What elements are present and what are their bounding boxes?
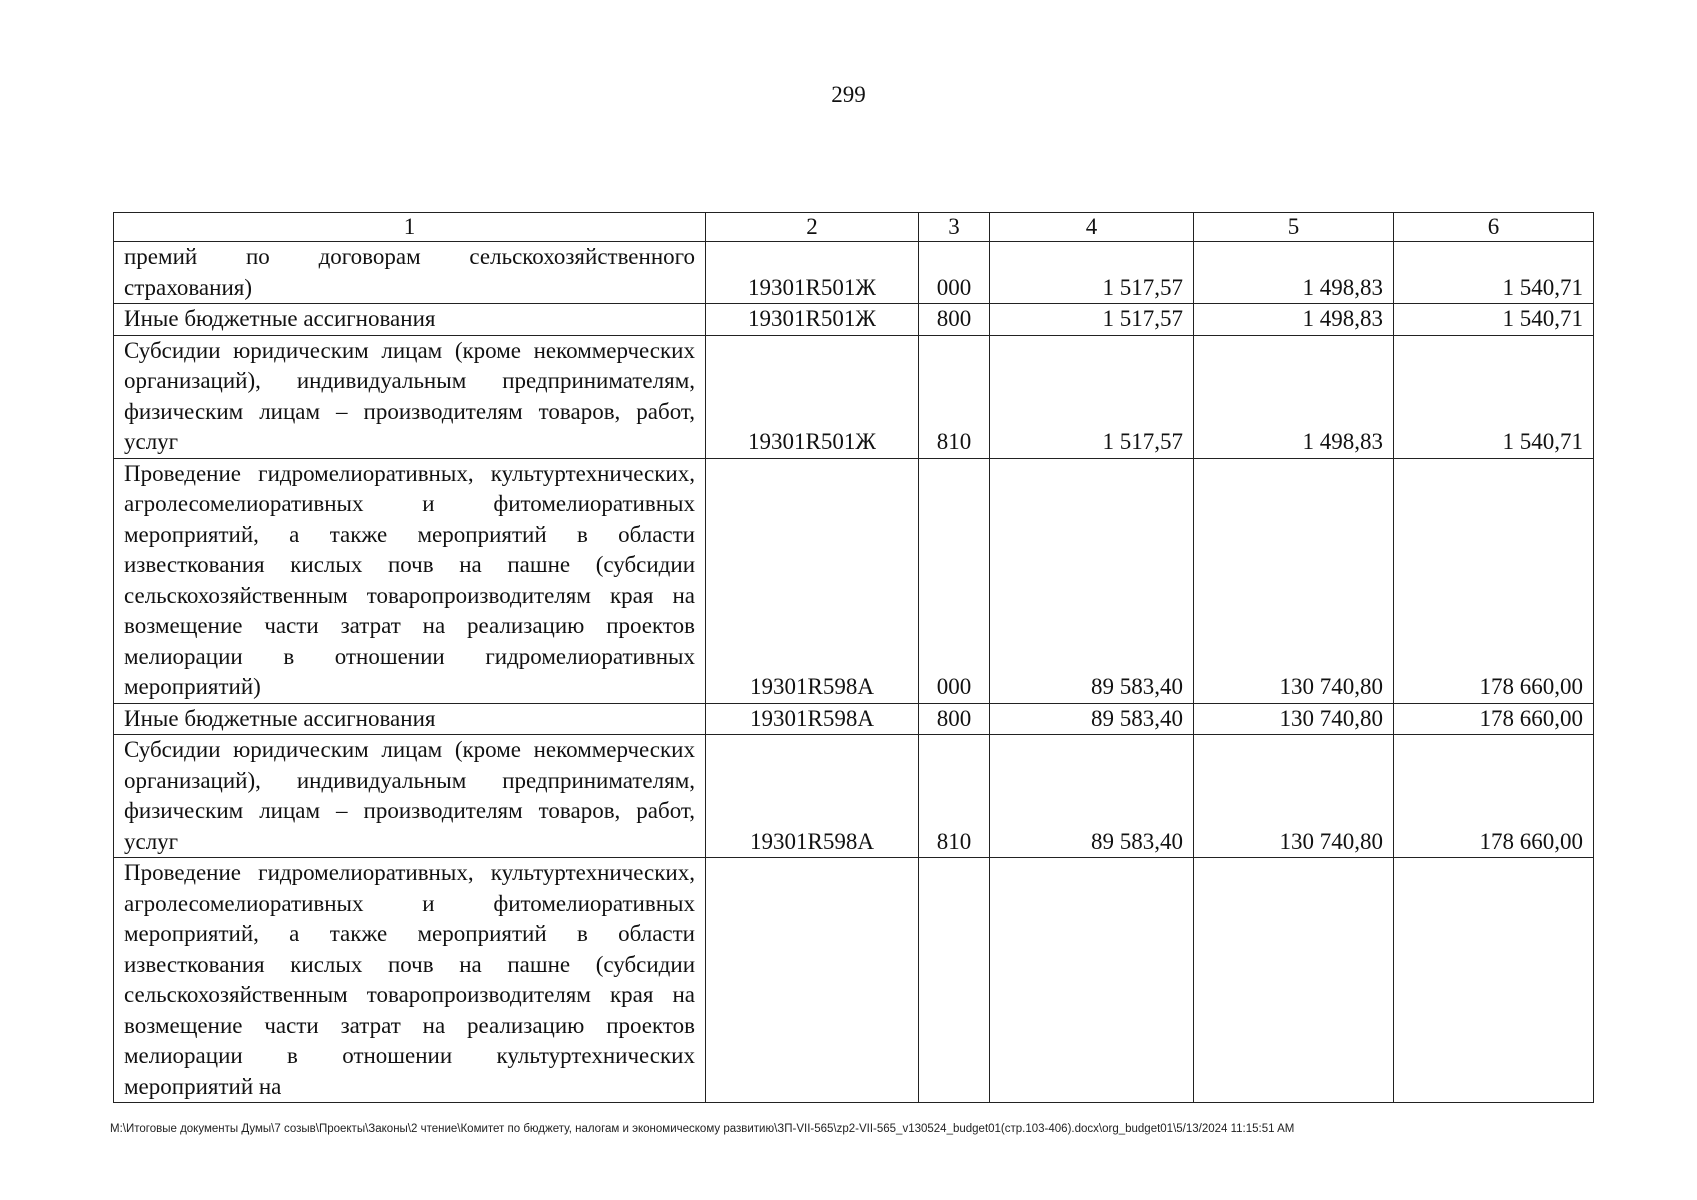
row-expense-type: 000 <box>919 242 990 304</box>
table-row <box>114 735 1594 858</box>
row-amount-year1: 1 517,57 <box>990 242 1194 304</box>
row-amount-year3: 1 540,71 <box>1394 242 1594 304</box>
row-expense-type: 800 <box>919 703 990 735</box>
row-expense-type <box>919 858 990 1103</box>
page-number: 299 <box>831 82 866 107</box>
row-description: Иные бюджетные ассигнования <box>114 304 706 336</box>
row-amount-year3 <box>1394 858 1594 1103</box>
row-amount-year2: 1 498,83 <box>1194 335 1394 458</box>
column-header: 2 <box>706 213 919 242</box>
row-amount-year1: 89 583,40 <box>990 735 1194 858</box>
table-header-row <box>114 213 1594 242</box>
column-header: 1 <box>114 213 706 242</box>
row-description: премий по договорам сельскохозяйственного страхования) <box>114 242 706 304</box>
row-amount-year3: 178 660,00 <box>1394 458 1594 703</box>
column-header: 5 <box>1194 213 1394 242</box>
row-expense-type: 800 <box>919 304 990 336</box>
row-description: Субсидии юридическим лицам (кроме некоммерческих организаций), индивидуальным предпринимателям, физическим лицам – производителям товаров, работ, услуг <box>114 735 706 858</box>
column-header: 3 <box>919 213 990 242</box>
table-row <box>114 304 1594 336</box>
row-amount-year3: 178 660,00 <box>1394 703 1594 735</box>
table-row <box>114 858 1594 1103</box>
row-amount-year3: 178 660,00 <box>1394 735 1594 858</box>
row-amount-year1 <box>990 858 1194 1103</box>
row-code: 19301R598А <box>706 703 919 735</box>
table-row <box>114 703 1594 735</box>
row-amount-year1: 1 517,57 <box>990 335 1194 458</box>
row-amount-year2: 130 740,80 <box>1194 735 1394 858</box>
row-expense-type: 810 <box>919 735 990 858</box>
row-description: Субсидии юридическим лицам (кроме некоммерческих организаций), индивидуальным предпринимателям, физическим лицам – производителям товаров, работ, услуг <box>114 335 706 458</box>
row-expense-type: 000 <box>919 458 990 703</box>
row-code: 19301R501Ж <box>706 242 919 304</box>
row-amount-year2: 130 740,80 <box>1194 458 1394 703</box>
budget-table <box>113 212 1594 1103</box>
row-amount-year1: 89 583,40 <box>990 458 1194 703</box>
row-amount-year1: 1 517,57 <box>990 304 1194 336</box>
row-amount-year3: 1 540,71 <box>1394 304 1594 336</box>
row-amount-year2: 1 498,83 <box>1194 242 1394 304</box>
column-header: 4 <box>990 213 1194 242</box>
table-row <box>114 335 1594 458</box>
table-row <box>114 242 1594 304</box>
row-description: Проведение гидромелиоративных, культуртехнических, агролесомелиоративных и фитомелиоративных мероприятий, а также мероприятий в области известкования кислых почв на пашне (субсидии сельскохозяйственным товаропроизводителям края на возмещение части затрат на реализацию проектов мелиорации в отношении культуртехнических мероприятий на <box>114 858 706 1103</box>
row-description: Проведение гидромелиоративных, культуртехнических, агролесомелиоративных и фитомелиоративных мероприятий, а также мероприятий в области известкования кислых почв на пашне (субсидии сельскохозяйственным товаропроизводителям края на возмещение части затрат на реализацию проектов мелиорации в отношении гидромелиоративных мероприятий) <box>114 458 706 703</box>
row-code: 19301R501Ж <box>706 304 919 336</box>
row-code: 19301R598А <box>706 735 919 858</box>
row-expense-type: 810 <box>919 335 990 458</box>
row-amount-year2: 1 498,83 <box>1194 304 1394 336</box>
footer-file-path: M:\Итоговые документы Думы\7 созыв\Проекты\Законы\2 чтение\Комитет по бюджету, налогам и экономическому развитию\ЗП-VII-565\zp2-VII-565_v130524_budget01(стр.103-406).docx\org_budget01\5/13/2024 11:15:51 AM <box>110 1123 1295 1135</box>
row-code: 19301R598А <box>706 458 919 703</box>
row-description: Иные бюджетные ассигнования <box>114 703 706 735</box>
row-amount-year2 <box>1194 858 1394 1103</box>
column-header: 6 <box>1394 213 1594 242</box>
row-code: 19301R501Ж <box>706 335 919 458</box>
row-amount-year1: 89 583,40 <box>990 703 1194 735</box>
table-row <box>114 458 1594 703</box>
row-amount-year2: 130 740,80 <box>1194 703 1394 735</box>
row-amount-year3: 1 540,71 <box>1394 335 1594 458</box>
row-code <box>706 858 919 1103</box>
